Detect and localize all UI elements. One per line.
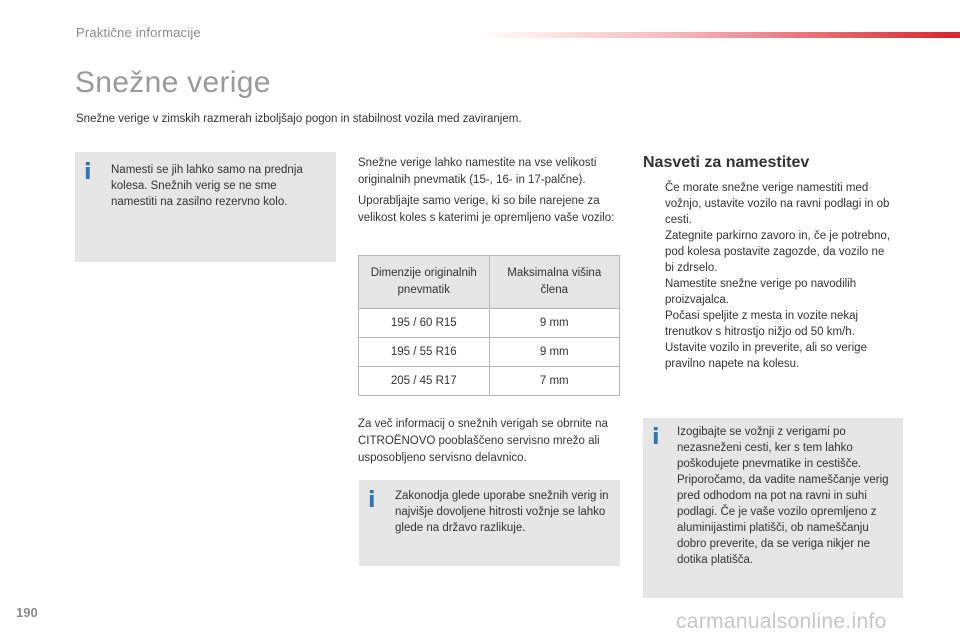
advice-item-text: Če morate snežne verige namestiti med vožnjo, ustavite vozilo na ravni podlagi in ob cesti.: [665, 182, 890, 226]
info-icon: i: [652, 425, 660, 450]
table-cell-dimension: 195 / 60 R15: [359, 309, 490, 338]
header-accent-bar: [478, 32, 960, 38]
advice-item-text: Namestite snežne verige po navodilih proizvajalca.: [665, 278, 857, 306]
info-icon: i: [84, 160, 92, 185]
advice-item-text: Ustavite vozilo in preverite, ali so verige pravilno napete na kolesu.: [665, 342, 867, 370]
table-header-max-height: Maksimalna višina člena: [489, 256, 620, 309]
info-icon: i: [368, 488, 376, 513]
paragraph-use-chains: Uporabljajte samo verige, ki so bile narejene za velikost koles s katerimi je opremljeno vaše vozilo:: [358, 195, 615, 224]
table-row: [359, 338, 620, 367]
info-text-avoid-roads: Izogibajte se vožnji z verigami po nezasneženi cesti, ker s tem lahko poškodujete pnevmatike in cestišče. Priporočamo, da vadite nameščanje verig pred odhodom na pot na ravni in suhi podlagi. Če je vaše vozilo opremljeno z aluminijastimi platišči, ob nameščanju dobro preverite, da se veriga nikjer ne dotika platišča.: [677, 426, 889, 566]
info-box-legislation: [359, 480, 620, 566]
table-cell-dimension: 205 / 45 R17: [359, 367, 490, 396]
advice-list: [643, 180, 893, 372]
table-row: [359, 367, 620, 396]
list-item: [643, 180, 893, 228]
table-header-row: [359, 256, 620, 309]
chain-size-table: [358, 255, 620, 396]
list-item: [643, 276, 893, 308]
info-box-avoid-roads: [643, 418, 903, 598]
list-item: [643, 308, 893, 340]
info-text-front-wheels: Namesti se jih lahko samo na prednja kolesa. Snežnih verig se ne sme namestiti na zasilno rezervno kolo.: [111, 164, 303, 208]
intro-text: Snežne verige v zimskih razmerah izboljšajo pogon in stabilnost vozila med zaviranjem.: [76, 113, 522, 125]
paragraph-more-info: Za več informacij o snežnih verigah se obrnite na CITROËNOVO pooblaščeno servisno mrežo ali usposobljeno servisno delavnico.: [358, 418, 608, 464]
table-cell-height: 9 mm: [489, 309, 620, 338]
watermark: carmanualsonline.info: [676, 610, 887, 633]
advice-item-text: Počasi speljite z mesta in vozite nekaj trenutkov s hitrostjo nižjo od 50 km/h.: [665, 310, 859, 338]
table-row: [359, 309, 620, 338]
page-number: 190: [16, 605, 38, 620]
info-box-front-wheels: [75, 152, 336, 262]
table-cell-dimension: 195 / 55 R16: [359, 338, 490, 367]
table-cell-height: 7 mm: [489, 367, 620, 396]
section-label: Praktične informacije: [76, 25, 201, 40]
page-title: Snežne verige: [75, 66, 271, 99]
table-cell-height: 9 mm: [489, 338, 620, 367]
info-text-legislation: Zakonodja glede uporabe snežnih verig in najvišje dovoljene hitrosti vožnje se lahko glede na državo razlikuje.: [395, 490, 609, 534]
advice-title: Nasveti za namestitev: [643, 154, 810, 171]
table-header-dimension: Dimenzije originalnih pnevmatik: [359, 256, 490, 309]
list-item: [643, 228, 893, 276]
paragraph-tire-sizes: Snežne verige lahko namestite na vse velikosti originalnih pnevmatik (15-, 16- in 17-palčne).: [358, 157, 597, 186]
advice-item-text: Zategnite parkirno zavoro in, če je potrebno, pod kolesa postavite zagozde, da vozilo ne bi zdrselo.: [665, 230, 891, 274]
list-item: [643, 340, 893, 372]
